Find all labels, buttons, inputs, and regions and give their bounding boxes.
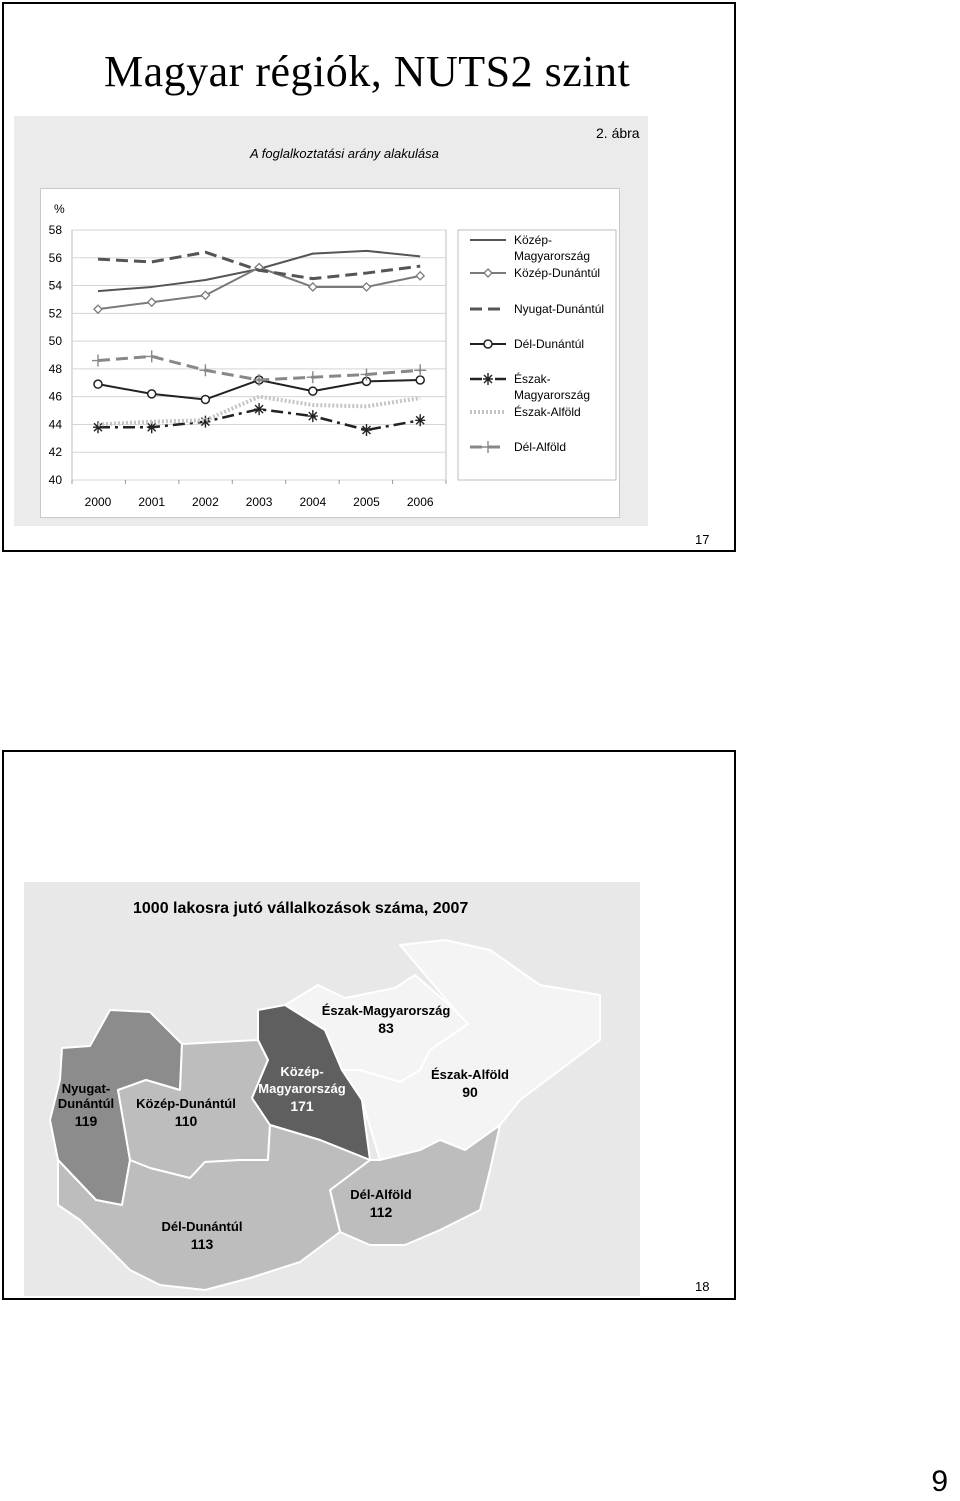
legend-label: Észak-	[514, 372, 551, 386]
x-tick-label: 2003	[245, 495, 273, 509]
x-tick-label: 2000	[84, 495, 112, 509]
region-value-nyugat-dunantul: 119	[74, 1113, 98, 1129]
x-tick-label: 2006	[406, 495, 434, 509]
figure-label: 2. ábra	[596, 125, 640, 141]
legend-label: Dél-Dunántúl	[514, 337, 585, 351]
legend-label: Magyarország	[514, 249, 591, 263]
region-label-del-dunantul: Dél-Dunántúl	[161, 1219, 243, 1234]
region-label-nyugat-dunantul-2: Dunántúl	[57, 1096, 115, 1111]
slide-title: Magyar régiók, NUTS2 szint	[104, 47, 631, 96]
y-tick-label: 58	[48, 223, 62, 237]
legend-label: Nyugat-Dunántúl	[514, 302, 605, 316]
y-tick-label: 54	[48, 278, 62, 293]
x-tick-label: 2002	[192, 495, 219, 509]
map-title: 1000 lakosra jutó vállalkozások száma, 2007	[133, 900, 469, 917]
legend-label: Dél-Alföld	[514, 440, 567, 454]
region-label-nyugat-dunantul: Nyugat-	[61, 1081, 111, 1096]
region-value-eszak-magyarorszag: 83	[378, 1020, 394, 1036]
region-value-del-dunantul: 113	[190, 1236, 214, 1252]
region-label-eszak-alfold: Észak-Alföld	[430, 1067, 510, 1082]
legend-label: Magyarország	[514, 388, 591, 402]
region-label-eszak-magyarorszag: Észak-Magyarország	[321, 1003, 451, 1018]
y-tick-label: 50	[48, 334, 62, 349]
chart-caption: A foglalkoztatási arány alakulása	[250, 146, 439, 161]
y-tick-label: 56	[48, 250, 62, 265]
region-value-del-alfold: 112	[369, 1204, 393, 1220]
y-tick-label: 46	[48, 389, 62, 404]
x-tick-label: 2004	[299, 495, 327, 509]
slide-number: 18	[695, 1279, 710, 1294]
region-value-kozep-dunantul: 110	[174, 1113, 198, 1129]
y-tick-label: 44	[48, 417, 62, 432]
x-tick-label: 2001	[138, 495, 166, 509]
region-label-kozep-dunantul: Közép-Dunántúl	[136, 1096, 236, 1111]
legend-label: Közép-	[514, 233, 553, 247]
x-tick-label: 2005	[353, 495, 380, 509]
legend-label: Észak-Alföld	[514, 405, 581, 419]
y-tick-label: 42	[48, 445, 62, 460]
region-value-kozep-magyarorszag: 171	[290, 1098, 314, 1114]
page-number: 9	[931, 1465, 948, 1498]
y-tick-label: 52	[48, 306, 62, 321]
y-tick-label: 48	[48, 361, 62, 376]
legend-label: Közép-Dunántúl	[514, 266, 601, 280]
region-label-kozep-magyarorszag-2: Magyarország	[258, 1081, 346, 1096]
region-value-eszak-alfold: 90	[462, 1084, 478, 1100]
region-label-kozep-magyarorszag: Közép-	[280, 1064, 324, 1079]
y-axis-label: %	[54, 202, 65, 216]
slide-number: 17	[695, 532, 710, 547]
y-tick-label: 40	[48, 473, 62, 487]
region-label-del-alfold: Dél-Alföld	[350, 1187, 412, 1202]
